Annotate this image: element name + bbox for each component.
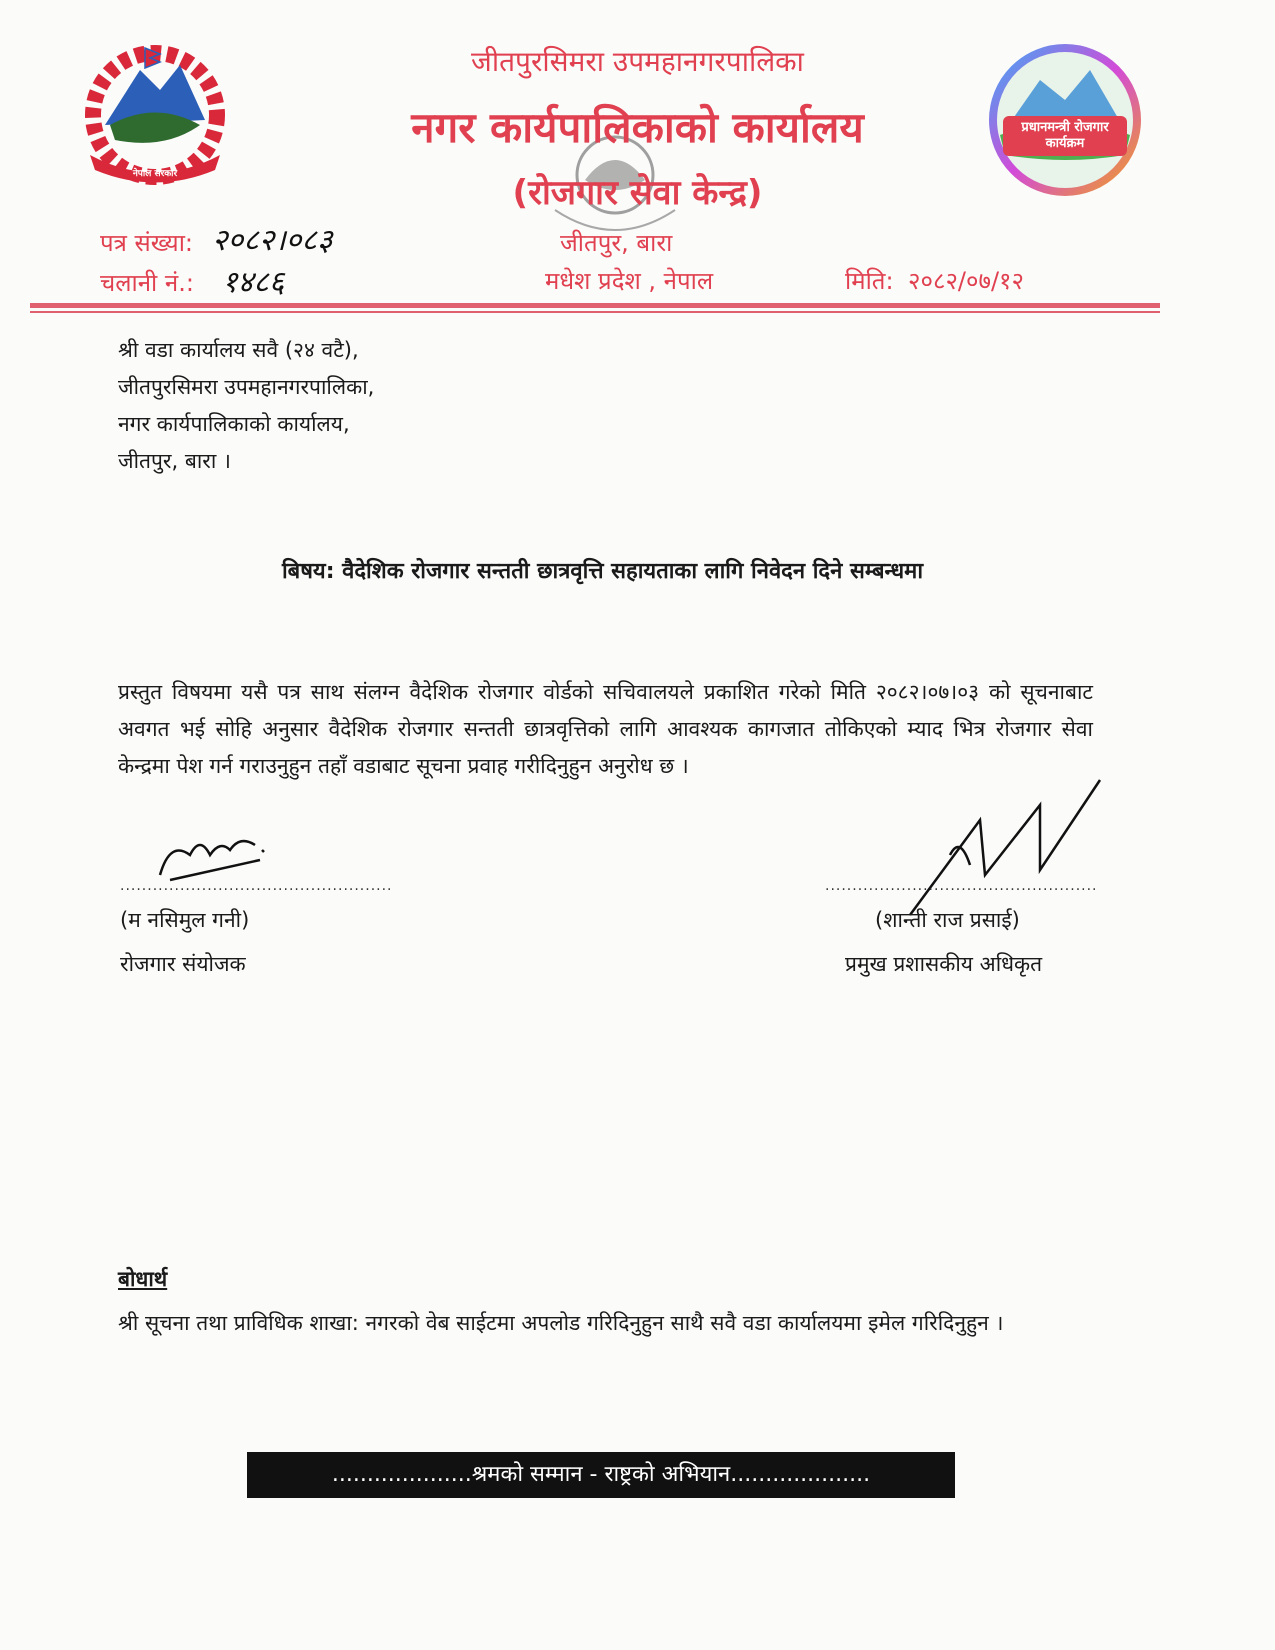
left-signature-line: .................................................. bbox=[120, 878, 393, 894]
center-name: (रोजगार सेवा केन्द्र) bbox=[512, 173, 763, 213]
location: जीतपुर, बारा bbox=[560, 229, 673, 257]
subject-line: बिषय: वैदेशिक रोजगार सन्तती छात्रवृत्ति सहायताका लागि निवेदन दिने सम्बन्धमा bbox=[281, 559, 924, 584]
date-value: २०८२/०७/१२ bbox=[908, 267, 1025, 295]
addressee-line: जीतपुर, बारा । bbox=[118, 449, 231, 473]
footer-slogan: ....................श्रमको सम्मान - राष्ट्रको अभियान.................... bbox=[247, 1452, 955, 1498]
right-signature-line: .................................................. bbox=[825, 878, 1098, 894]
right-signatory-title: प्रमुख प्रशासकीय अधिकृत bbox=[845, 952, 1043, 976]
dispatch-number-value: १४८६ bbox=[222, 265, 285, 300]
date-label: मिति: bbox=[845, 267, 894, 295]
letter-number-value: २०८२।०८३ bbox=[212, 223, 333, 258]
cc-heading: बोधार्थ bbox=[118, 1267, 168, 1291]
header-divider-thin bbox=[30, 311, 1160, 313]
letter-body: प्रस्तुत विषयमा यसै पत्र साथ संलग्न वैदेशिक रोजगार वोर्डको सचिवालयले प्रकाशित गरेको मिति २०८२।०७।०३ को सूचनाबाट अवगत भई सोहि अनुसार वैदेशिक रोजगार सन्तती छात्रवृत्तिको लागि आवश्यक कागजात तोकिएको म्याद भित्र रोजगार सेवा केन्द्रमा पेश गर्न गराउनुहुन तहाँ वडाबाट सूचना प्रवाह गरीदिनुहुन अनुरोध छ । bbox=[118, 680, 1093, 778]
addressee-line: श्री वडा कार्यालय सवै (२४ वटै), bbox=[118, 338, 359, 362]
letter-number-label: पत्र संख्या: bbox=[100, 229, 193, 257]
cc-text: श्री सूचना तथा प्राविधिक शाखा: नगरको वेब साईटमा अपलोड गरिदिनुहुन साथै सवै वडा कार्यालयमा इमेल गरिदिनुहुन । bbox=[118, 1311, 1004, 1335]
header-divider bbox=[30, 303, 1160, 308]
province: मधेश प्रदेश , नेपाल bbox=[545, 267, 714, 295]
addressee-line: जीतपुरसिमरा उपमहानगरपालिका, bbox=[118, 375, 375, 399]
dispatch-number-label: चलानी नं.: bbox=[100, 269, 194, 297]
addressee-line: नगर कार्यपालिकाको कार्यालय, bbox=[118, 412, 350, 436]
pm-logo-text: प्रधानमन्त्री रोजगार कार्यक्रम bbox=[1021, 120, 1109, 151]
left-signatory-title: रोजगार संयोजक bbox=[120, 952, 246, 976]
municipality-name: जीतपुरसिमरा उपमहानगरपालिका bbox=[471, 45, 804, 78]
right-signatory-name: (शान्ती राज प्रसाई) bbox=[875, 908, 1020, 932]
office-name: नगर कार्यपालिकाको कार्यालय bbox=[411, 103, 864, 152]
emblem-ribbon-text: नेपाल सरकार bbox=[132, 169, 178, 179]
left-signatory-name: (म नसिमुल गनी) bbox=[120, 908, 250, 932]
